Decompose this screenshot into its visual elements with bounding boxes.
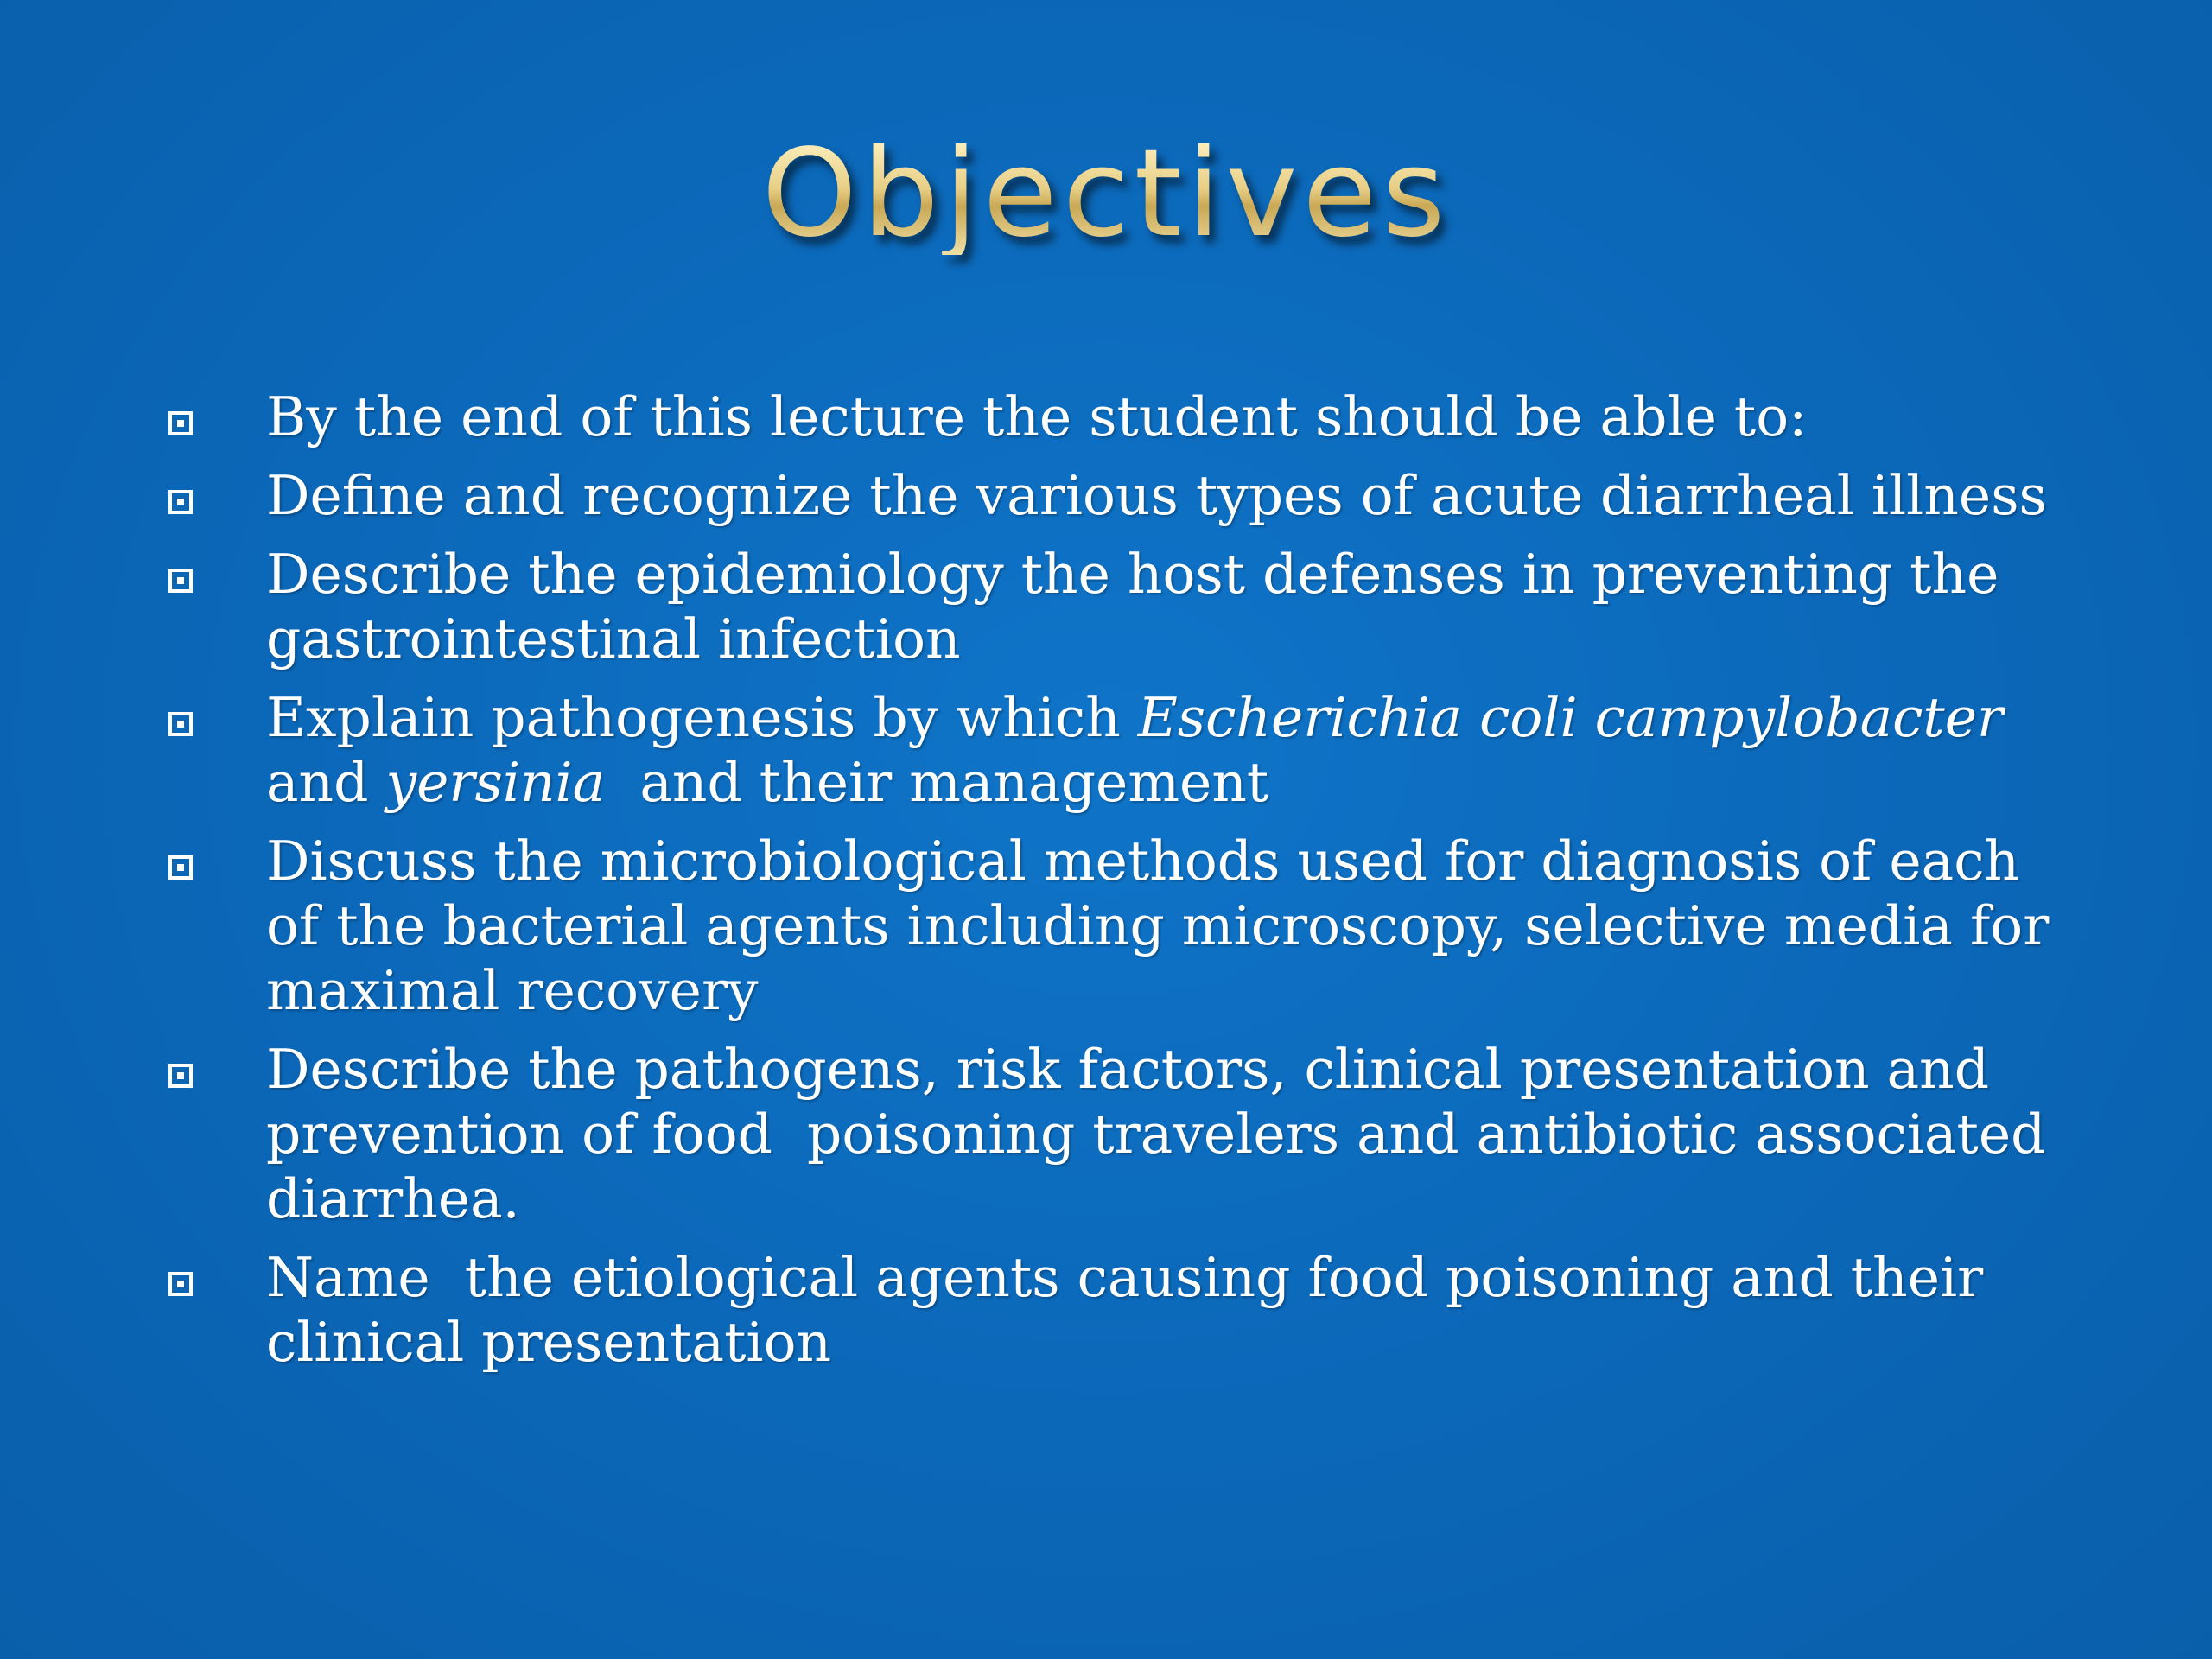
list-item <box>164 463 2065 528</box>
bullet-text: By the end of this lecture the student should be able to: <box>266 385 1808 448</box>
bullet-text: Describe the pathogens, risk factors, clinical presentation and prevention of food poisoning travelers and antibiotic associated diarrhea. <box>266 1038 2063 1230</box>
square-bullet-icon <box>168 411 193 435</box>
slide-title: Objectives <box>0 134 2212 255</box>
bullet-text-part: and <box>266 686 2021 814</box>
list-item <box>164 385 2065 449</box>
square-bullet-icon <box>168 855 193 880</box>
bullet-text: Describe the epidemiology the host defenses in preventing the gastrointestinal infection <box>266 543 2017 671</box>
square-bullet-icon <box>168 490 193 514</box>
list-item <box>164 542 2065 671</box>
square-bullet-icon <box>168 569 193 593</box>
organism-name-italic: Escherichia coli campylobacter <box>1137 686 2004 749</box>
bullet-text: Name the etiological agents causing food poisoning and their clinical presentation <box>266 1246 2001 1374</box>
list-item <box>164 829 2065 1023</box>
objectives-list <box>164 385 2065 1389</box>
list-item <box>164 685 2065 815</box>
bullet-text-part: and their management <box>605 751 1269 814</box>
list-item <box>164 1245 2065 1375</box>
square-bullet-icon <box>168 712 193 736</box>
bullet-text <box>266 686 2020 814</box>
bullet-text: Define and recognize the various types of acute diarrheal illness <box>266 464 2047 527</box>
organism-name-italic: yersinia <box>385 751 606 814</box>
list-item <box>164 1037 2065 1231</box>
square-bullet-icon <box>168 1272 193 1296</box>
bullet-text-part: Explain pathogenesis by which <box>266 686 1138 749</box>
bullet-text: Discuss the microbiological methods used for diagnosis of each of the bacterial agents including microscopy, selective media for maximal recovery <box>266 830 2067 1022</box>
square-bullet-icon <box>168 1064 193 1088</box>
